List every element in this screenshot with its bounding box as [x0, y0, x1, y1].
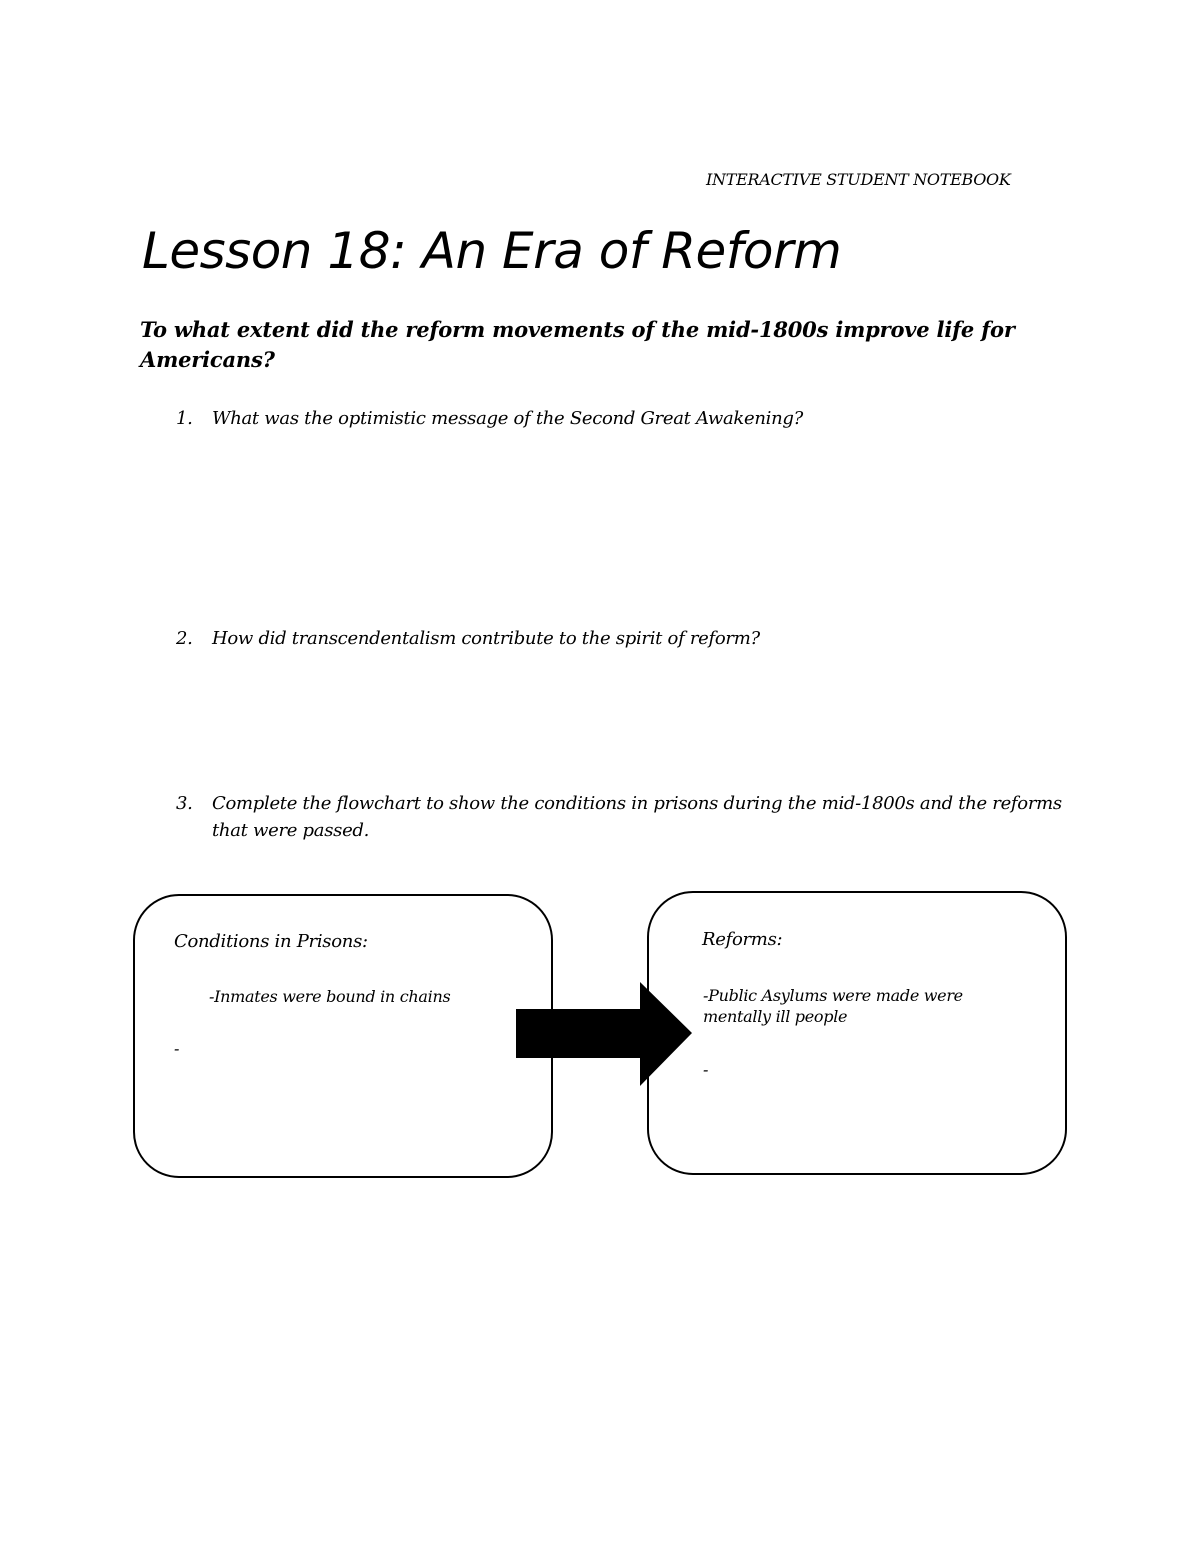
question-1-number: 1.	[176, 408, 193, 429]
question-3-text: Complete the flowchart to show the conditions in prisons during the mid-1800s and the reforms that were passed.	[212, 793, 1062, 841]
reforms-item-2: -	[703, 1060, 709, 1079]
essential-question: To what extent did the reform movements of the mid-1800s improve life for Americans?	[140, 317, 1015, 372]
lesson-title: Lesson 18: An Era of Reform	[142, 222, 842, 280]
question-2-text: How did transcendentalism contribute to the spirit of reform?	[212, 628, 760, 649]
conditions-box	[133, 894, 553, 1178]
question-2-number: 2.	[176, 628, 193, 649]
reforms-box-title: Reforms:	[702, 929, 783, 950]
reforms-item-1: -Public Asylums were made were mentally ill people	[703, 986, 963, 1026]
notebook-header-label: INTERACTIVE STUDENT NOTEBOOK	[706, 170, 1011, 189]
question-3-number: 3.	[176, 793, 193, 814]
arrow-shape	[516, 982, 692, 1086]
flowchart-arrow-icon	[516, 982, 692, 1086]
question-1-text: What was the optimistic message of the Second Great Awakening?	[212, 408, 803, 429]
conditions-item-2: -	[174, 1039, 180, 1058]
conditions-box-title: Conditions in Prisons:	[174, 931, 368, 952]
reforms-box	[647, 891, 1067, 1175]
conditions-item-1: -Inmates were bound in chains	[209, 987, 451, 1006]
